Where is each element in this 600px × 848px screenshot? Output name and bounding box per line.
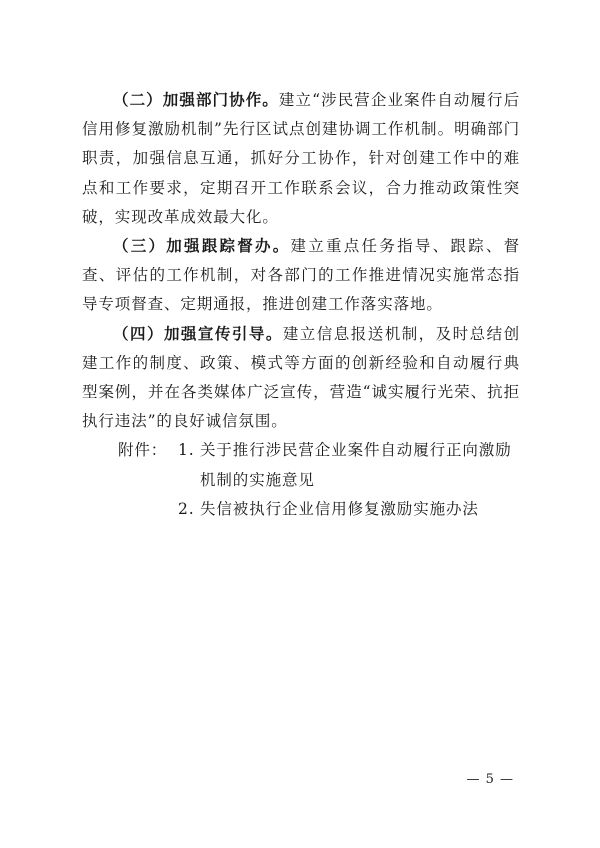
attachments-list [178, 436, 520, 524]
section-coordination [82, 86, 520, 232]
attachments-label: 附件： [118, 441, 168, 460]
attachments-block [82, 436, 520, 524]
section-heading: （二）加强部门协作。 [113, 91, 279, 109]
section-body: 建立“涉民营企业案件自动履行后信用修复激励机制”先行区试点创建协调工作机制。明确部门职责，加强信息互通，抓好分工协作，针对创建工作中的难点和工作要求，定期召开工作联系会议，合力推动政策性突破，实现改革成效最大化。 [82, 91, 520, 226]
attachment-item [178, 436, 520, 494]
section-heading: （四）加强宣传引导。 [113, 324, 283, 343]
document-page [82, 86, 520, 524]
attachment-title: 关于推行涉民营企业案件自动履行正向激励机制的实施意见 [200, 441, 512, 489]
attachment-number: 1. [178, 441, 195, 460]
attachment-title: 失信被执行企业信用修复激励实施办法 [200, 499, 479, 518]
section-heading: （三）加强跟踪督办。 [113, 237, 291, 256]
section-body: 建立信息报送机制，及时总结创建工作的制度、政策、模式等方面的创新经验和自动履行典型案例，并在各类媒体广泛宣传，营造“诚实履行光荣、抗拒执行违法”的良好诚信氛围。 [82, 324, 520, 431]
section-supervision [82, 232, 520, 320]
section-body: 建立重点任务指导、跟踪、督查、评估的工作机制，对各部门的工作推进情况实施常态指导专项督查、定期通报，推进创建工作落实落地。 [82, 237, 520, 314]
section-publicity [82, 320, 520, 437]
attachment-item [178, 495, 520, 524]
page-number: — 5 — [466, 772, 514, 787]
attachment-number: 2. [178, 499, 195, 518]
